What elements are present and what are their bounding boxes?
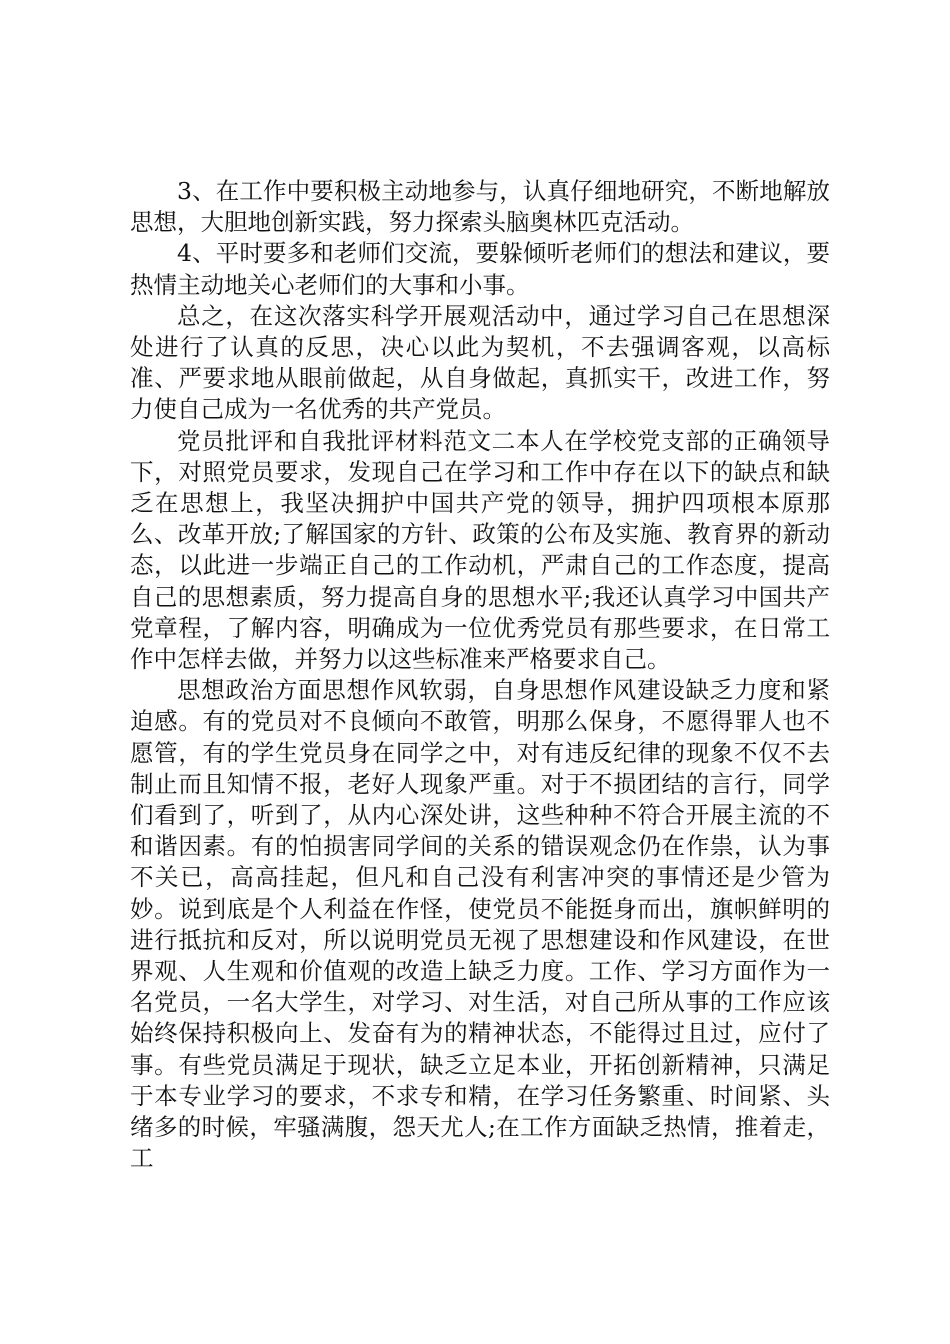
- paragraph-item-3: 3、在工作中要积极主动地参与，认真仔细地研究，不断地解放思想，大胆地创新实践，努力探索头脑奥林匹克活动。: [130, 177, 830, 237]
- paragraph-summary: 总之，在这次落实科学开展观活动中，通过学习自己在思想深处进行了认真的反思，决心以此为契机，不去强调客观，以高标准、严要求地从眼前做起，从自身做起，真抓实干，改进工作，努力使自己成为一名优秀的共产党员。: [130, 301, 830, 424]
- document-body: [130, 176, 830, 1175]
- paragraph-criticism-intro: 党员批评和自我批评材料范文二本人在学校党支部的正确领导下，对照党员要求，发现自己在学习和工作中存在以下的缺点和缺乏在思想上，我坚决拥护中国共产党的领导，拥护四项根本原那么、改革开放;了解国家的方针、政策的公布及实施、教育界的新动态，以此进一步端正自己的工作动机，严肃自己的工作态度，提高自己的思想素质，努力提高自身的思想水平;我还认真学习中国共产党章程，了解内容，明确成为一位优秀党员有那些要求，在日常工作中怎样去做，并努力以这些标准来严格要求自己。: [130, 426, 830, 674]
- paragraph-item-4: 4、平时要多和老师们交流，要躲倾听老师们的想法和建议，要热情主动地关心老师们的大事和小事。: [130, 239, 830, 299]
- paragraph-ideology: 思想政治方面思想作风软弱，自身思想作风建设缺乏力度和紧迫感。有的党员对不良倾向不敢管，明那么保身，不愿得罪人也不愿管，有的学生党员身在同学之中，对有违反纪律的现象不仅不去制止而且知情不报，老好人现象严重。对于不损团结的言行，同学们看到了，听到了，从内心深处讲，这些种种不符合开展主流的不和谐因素。有的怕损害同学间的关系的错误观念仍在作祟，认为事不关已，高高挂起，但凡和自己没有利害冲突的事情还是少管为妙。说到底是个人利益在作怪，使党员不能挺身而出，旗帜鲜明的进行抵抗和反对，所以说明党员无视了思想建设和作风建设，在世界观、人生观和价值观的改造上缺乏力度。工作、学习方面作为一名党员，一名大学生，对学习、对生活，对自己所从事的工作应该始终保持积极向上、发奋有为的精神状态，不能得过且过，应付了事。有些党员满足于现状，缺乏立足本业，开拓创新精神，只满足于本专业学习的要求，不求专和精，在学习任务繁重、时间紧、头绪多的时候，牢骚满腹，怨天尤人;在工作方面缺乏热情，推着走，工: [130, 676, 830, 1173]
